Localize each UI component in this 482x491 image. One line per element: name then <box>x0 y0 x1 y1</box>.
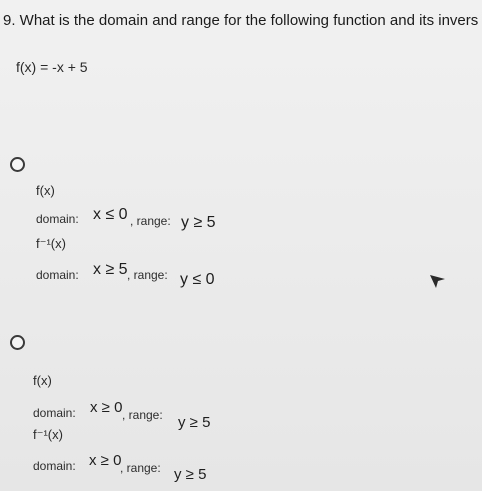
option-a-inv-domain-label: domain: <box>36 268 79 282</box>
option-b-inv-domain-value: x ≥ 0 <box>89 452 122 469</box>
function-equation: f(x) = -x + 5 <box>16 59 88 75</box>
option-a-f-range-value: y ≥ 5 <box>181 214 216 231</box>
option-b-f-domain-label: domain: <box>33 406 76 420</box>
option-a-inv-domain-value: x ≥ 5 <box>93 261 128 278</box>
option-b-inv-range-label: , range: <box>120 461 161 475</box>
option-b-f-range-label: , range: <box>122 408 163 422</box>
option-a-f-domain-label: domain: <box>36 212 79 226</box>
option-b-radio[interactable] <box>10 335 25 350</box>
option-b-f-domain-value: x ≥ 0 <box>90 399 123 416</box>
question-text: 9. What is the domain and range for the following function and its invers <box>3 12 479 29</box>
mouse-pointer-icon <box>430 275 446 289</box>
option-a-f-range-label: , range: <box>130 214 171 228</box>
option-b-f-range-value: y ≥ 5 <box>178 414 211 431</box>
option-b-inv-range-value: y ≥ 5 <box>174 466 207 483</box>
option-b-inv-domain-label: domain: <box>33 459 76 473</box>
option-b-inverse-label: f⁻¹(x) <box>33 427 63 442</box>
option-a-radio[interactable] <box>10 157 25 172</box>
option-b-f-label: f(x) <box>33 373 52 388</box>
option-a-inverse-label: f⁻¹(x) <box>36 236 66 251</box>
option-a-f-label: f(x) <box>36 183 55 198</box>
option-a-f-domain-value: x ≤ 0 <box>93 206 128 223</box>
option-a-inv-range-value: y ≤ 0 <box>180 271 215 288</box>
option-a-inv-range-label: , range: <box>127 268 168 282</box>
